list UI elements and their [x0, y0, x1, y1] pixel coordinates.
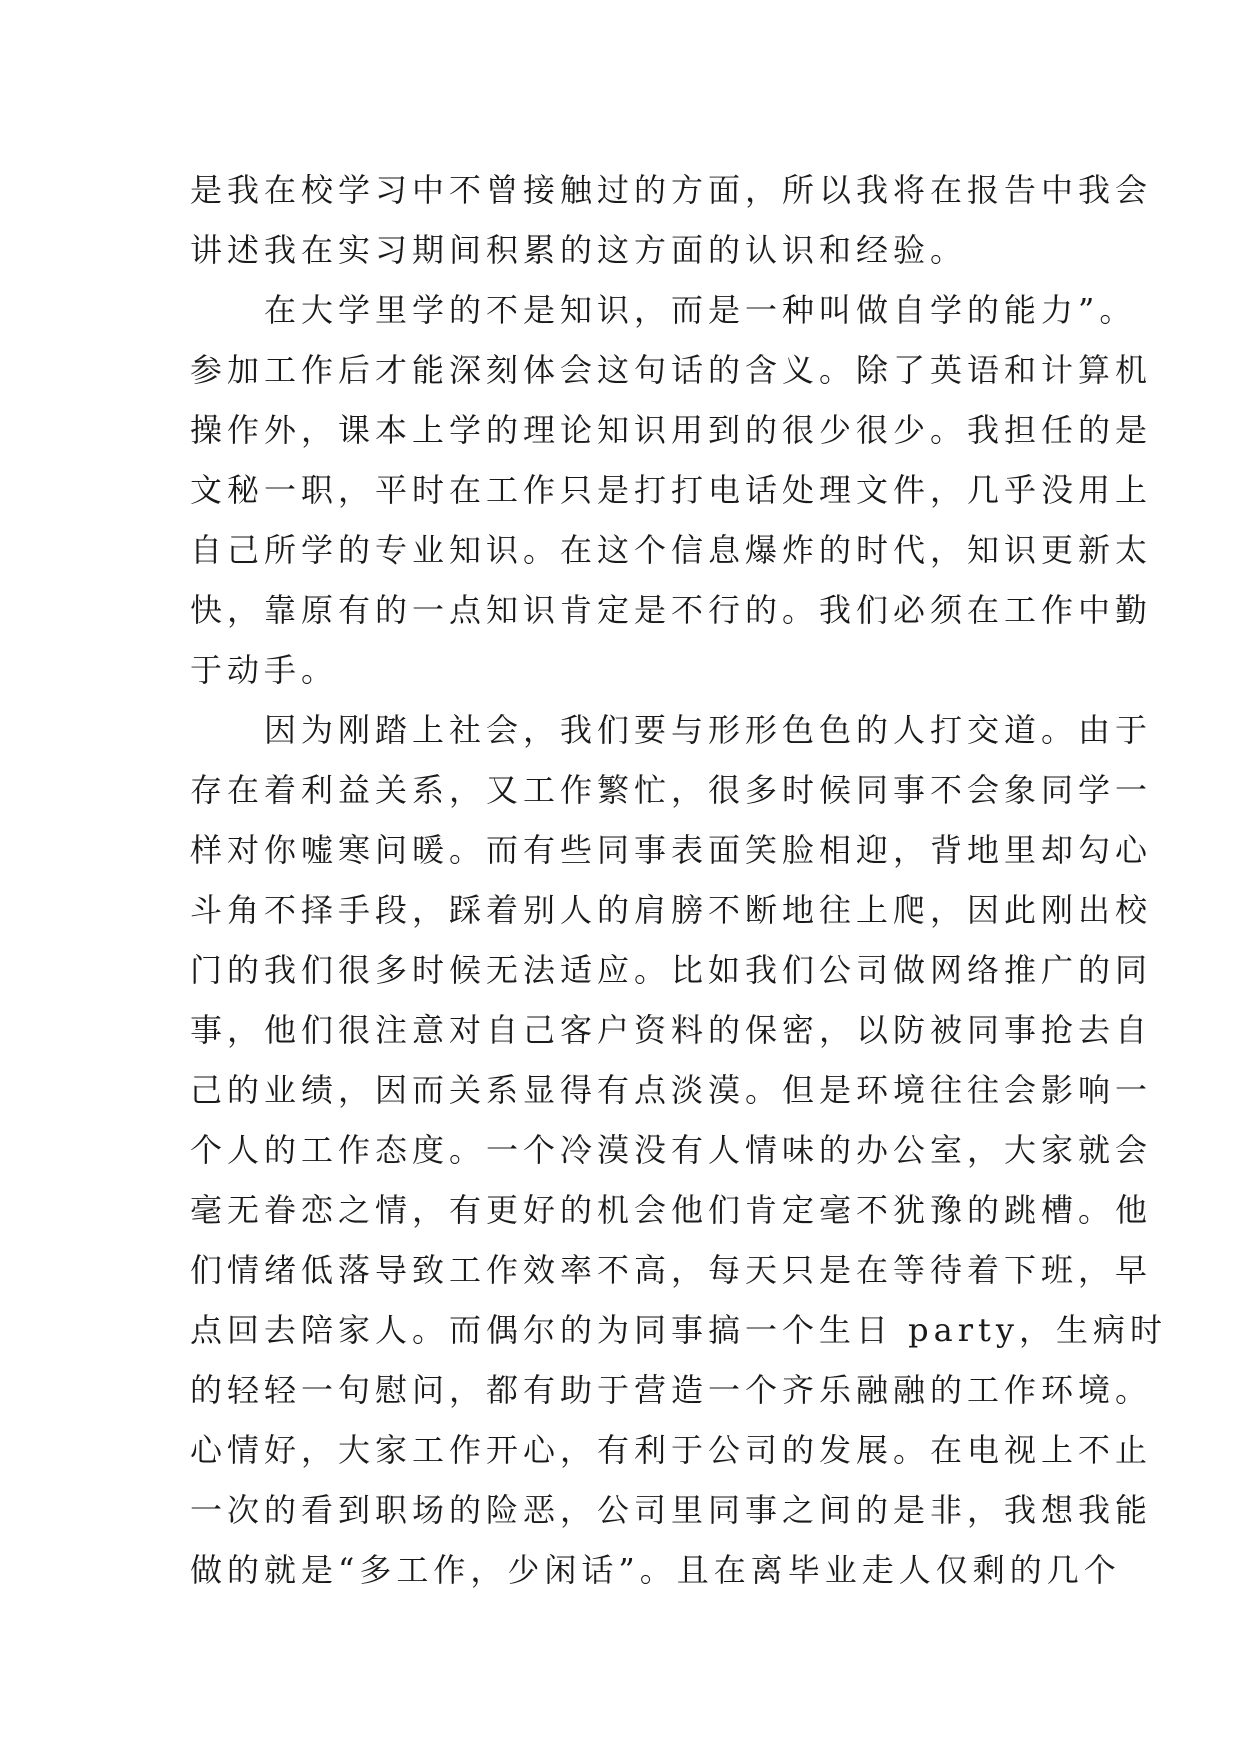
text-line: 的轻轻一句慰问，都有助于营造一个齐乐融融的工作环境。	[190, 1371, 1153, 1409]
text-line: 讲述我在实习期间积累的这方面的认识和经验。	[190, 231, 968, 269]
text-line: 文秘一职，平时在工作只是打打电话处理文件，几乎没用上	[190, 471, 1153, 509]
text-line: 参加工作后才能深刻体会这句话的含义。除了英语和计算机	[190, 351, 1153, 389]
text-line: 个人的工作态度。一个冷漠没有人情味的办公室，大家就会	[190, 1131, 1153, 1169]
text-line: 因为刚踏上社会，我们要与形形色色的人打交道。由于	[264, 711, 1153, 749]
text-line: 事，他们很注意对自己客户资料的保密，以防被同事抢去自	[190, 1011, 1153, 1049]
text-line: 毫无眷恋之情，有更好的机会他们肯定毫不犹豫的跳槽。他	[190, 1191, 1153, 1229]
text-line: 们情绪低落导致工作效率不高，每天只是在等待着下班，早	[190, 1251, 1153, 1289]
body-text	[190, 160, 1167, 1600]
text-line: 是我在校学习中不曾接触过的方面，所以我将在报告中我会	[190, 171, 1153, 209]
text-line: 己的业绩，因而关系显得有点淡漠。但是环境往往会影响一	[190, 1071, 1153, 1109]
text-line: 于动手。	[190, 651, 339, 689]
text-line: 做的就是“多工作，少闲话”。且在离毕业走人仅剩的几个	[190, 1551, 1121, 1589]
text-line: 快，靠原有的一点知识肯定是不行的。我们必须在工作中勤	[190, 591, 1153, 629]
text-line: 斗角不择手段，踩着别人的肩膀不断地往上爬，因此刚出校	[190, 891, 1153, 929]
text-line: 自己所学的专业知识。在这个信息爆炸的时代，知识更新太	[190, 531, 1153, 569]
text-line: 操作外，课本上学的理论知识用到的很少很少。我担任的是	[190, 411, 1153, 449]
text-line: 一次的看到职场的险恶，公司里同事之间的是非，我想我能	[190, 1491, 1153, 1529]
text-line: 样对你嘘寒问暖。而有些同事表面笑脸相迎，背地里却勾心	[190, 831, 1153, 869]
text-line: 存在着利益关系，又工作繁忙，很多时候同事不会象同学一	[190, 771, 1153, 809]
text-line: 点回去陪家人。而偶尔的为同事搞一个生日 party，生病时	[190, 1311, 1167, 1349]
text-line: 心情好，大家工作开心，有利于公司的发展。在电视上不止	[190, 1431, 1153, 1469]
text-line: 在大学里学的不是知识，而是一种叫做自学的能力”。	[264, 291, 1137, 329]
text-line: 门的我们很多时候无法适应。比如我们公司做网络推广的同	[190, 951, 1153, 989]
